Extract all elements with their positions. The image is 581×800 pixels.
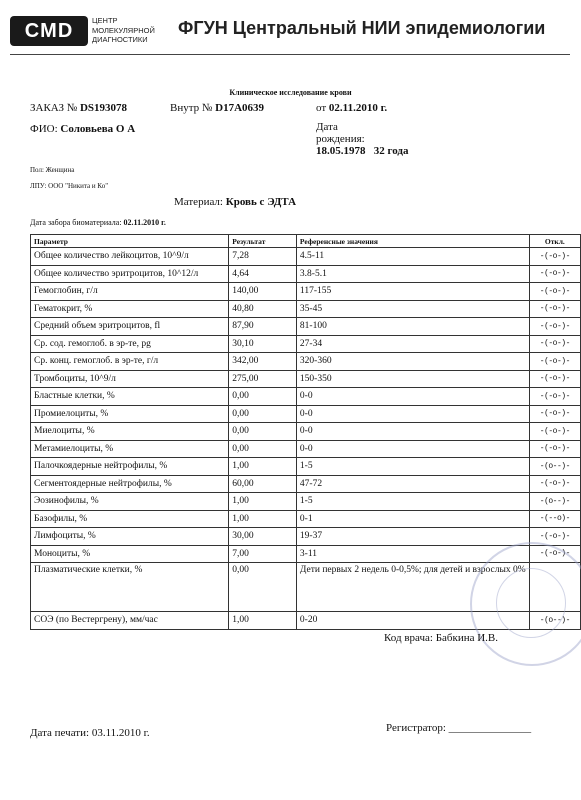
- deviation-cell: -(-o-)-: [529, 475, 580, 493]
- sample-date-block: [30, 218, 166, 227]
- param-cell: Бластные клетки, %: [31, 388, 229, 406]
- print-date-label: Дата печати:: [30, 727, 90, 739]
- result-cell: 30,10: [229, 335, 297, 353]
- result-cell: 0,00: [229, 440, 297, 458]
- table-row: [31, 283, 581, 301]
- table-row: [31, 405, 581, 423]
- reference-cell: 3.8-5.1: [296, 265, 529, 283]
- reference-cell: 35-45: [296, 300, 529, 318]
- reference-cell: 0-0: [296, 405, 529, 423]
- deviation-cell: -(-o-)-: [529, 423, 580, 441]
- deviation-cell: -(-o-)-: [529, 440, 580, 458]
- lpu-name: ЛПУ: ООО "Никита и Ко": [30, 182, 109, 190]
- order-label: ЗАКАЗ №: [30, 102, 78, 114]
- param-cell: Средний объем эритроцитов, fl: [31, 318, 229, 336]
- org-name: ФГУН Центральный НИИ эпидемиологии: [178, 18, 546, 38]
- table-row: [31, 353, 581, 371]
- header-divider: [10, 54, 570, 55]
- deviation-cell: -(-o-)-: [529, 300, 580, 318]
- deviation-cell: -(-o-)-: [529, 248, 580, 266]
- birth-date-block: [316, 121, 408, 157]
- result-cell: 0,00: [229, 388, 297, 406]
- param-cell: Общее количество эритроцитов, 10^12/л: [31, 265, 229, 283]
- table-row: [31, 300, 581, 318]
- result-cell: 40,80: [229, 300, 297, 318]
- table-row: [31, 493, 581, 511]
- order-number: DS193078: [79, 102, 128, 114]
- sample-date-label: Дата забора биоматериала:: [30, 218, 122, 227]
- header-reference: Референсные значения: [296, 235, 529, 248]
- registrar-label: Регистратор:: [386, 722, 446, 734]
- order-number-block: [30, 102, 127, 114]
- param-cell: Метамиелоциты, %: [31, 440, 229, 458]
- registrar-block: [386, 722, 531, 734]
- logo-text: ЦЕНТР МОЛЕКУЛЯРНОЙ ДИАГНОСТИКИ: [92, 16, 155, 44]
- param-cell: Ср. сод. гемоглоб. в эр-те, pg: [31, 335, 229, 353]
- deviation-cell: -(-o-)-: [529, 388, 580, 406]
- doctor-block: [384, 632, 498, 644]
- result-cell: 60,00: [229, 475, 297, 493]
- result-cell: 1,00: [229, 510, 297, 528]
- print-date: 03.11.2010 г.: [91, 727, 150, 739]
- param-cell: Миелоциты, %: [31, 423, 229, 441]
- result-cell: 275,00: [229, 370, 297, 388]
- table-row: [31, 388, 581, 406]
- stamp: [470, 542, 581, 666]
- result-cell: 0,00: [229, 423, 297, 441]
- material-label: Материал:: [174, 196, 223, 208]
- cmd-logo: [10, 12, 160, 50]
- reference-cell: 0-0: [296, 440, 529, 458]
- reference-cell: Дети первых 2 недель 0-0,5%; для детей и взрослых 0%: [296, 563, 529, 612]
- table-row: [31, 248, 581, 266]
- table-row: [31, 458, 581, 476]
- internal-label: Внутр №: [170, 102, 213, 114]
- table-row: [31, 318, 581, 336]
- dob-label-2: рождения:: [316, 133, 365, 145]
- deviation-cell: -(--o)-: [529, 510, 580, 528]
- deviation-cell: -(-o-)-: [529, 318, 580, 336]
- doctor-name: Бабкина И.В.: [435, 632, 499, 644]
- header-result: Результат: [229, 235, 297, 248]
- sample-date: 02.11.2010 г.: [123, 218, 166, 227]
- table-row: [31, 335, 581, 353]
- reference-cell: 0-0: [296, 423, 529, 441]
- reference-cell: 27-34: [296, 335, 529, 353]
- patient-sex: Пол: Женщина: [30, 166, 75, 174]
- param-cell: Моноциты, %: [31, 545, 229, 563]
- internal-number-block: [170, 102, 264, 114]
- reference-cell: 0-20: [296, 612, 529, 630]
- param-cell: Ср. конц. гемоглоб. в эр-те, г/л: [31, 353, 229, 371]
- registrar-signature-line: _______________: [448, 722, 532, 734]
- param-cell: Плазматические клетки, %: [31, 563, 229, 612]
- result-cell: 0,00: [229, 563, 297, 612]
- param-cell: Тромбоциты, 10^9/л: [31, 370, 229, 388]
- table-row: [31, 265, 581, 283]
- header-deviation: Откл.: [529, 235, 580, 248]
- table-row: [31, 370, 581, 388]
- material-block: [174, 196, 296, 208]
- deviation-cell: -(o--)-: [529, 612, 580, 630]
- param-cell: Базофилы, %: [31, 510, 229, 528]
- result-cell: 140,00: [229, 283, 297, 301]
- reference-cell: 150-350: [296, 370, 529, 388]
- reference-cell: 0-1: [296, 510, 529, 528]
- deviation-cell: -(-o-)-: [529, 335, 580, 353]
- param-cell: СОЭ (по Вестергрену), мм/час: [31, 612, 229, 630]
- param-cell: Сегментоядерные нейтрофилы, %: [31, 475, 229, 493]
- param-cell: Гемоглобин, г/л: [31, 283, 229, 301]
- table-row: [31, 423, 581, 441]
- deviation-cell: -(-o-)-: [529, 353, 580, 371]
- reference-cell: 19-37: [296, 528, 529, 546]
- doctor-label: Код врача:: [384, 632, 433, 644]
- result-cell: 7,00: [229, 545, 297, 563]
- result-cell: 87,90: [229, 318, 297, 336]
- birth-date: 18.05.1978: [316, 145, 366, 157]
- patient-name-block: [30, 123, 135, 135]
- reference-cell: 1-5: [296, 493, 529, 511]
- order-date-prefix: от: [316, 102, 327, 114]
- patient-name: Соловьева О А: [60, 123, 136, 135]
- internal-number: D17A0639: [215, 102, 265, 114]
- result-cell: 1,00: [229, 612, 297, 630]
- reference-cell: 4.5-11: [296, 248, 529, 266]
- print-date-block: [30, 727, 150, 739]
- reference-cell: 81-100: [296, 318, 529, 336]
- table-row: [31, 440, 581, 458]
- result-cell: 7,28: [229, 248, 297, 266]
- param-cell: Палочкоядерные нейтрофилы, %: [31, 458, 229, 476]
- result-cell: 342,00: [229, 353, 297, 371]
- reference-cell: 0-0: [296, 388, 529, 406]
- reference-cell: 117-155: [296, 283, 529, 301]
- deviation-cell: -(-o-)-: [529, 283, 580, 301]
- param-cell: Лимфоциты, %: [31, 528, 229, 546]
- reference-cell: 320-360: [296, 353, 529, 371]
- table-header-row: [31, 235, 581, 248]
- deviation-cell: -(o--)-: [529, 458, 580, 476]
- table-row: [31, 510, 581, 528]
- param-cell: Эозинофилы, %: [31, 493, 229, 511]
- param-cell: Промиелоциты, %: [31, 405, 229, 423]
- logo-abbr: CMD: [10, 16, 88, 46]
- patient-age: 32 года: [373, 145, 409, 157]
- result-cell: 4,64: [229, 265, 297, 283]
- order-date: 02.11.2010 г.: [328, 102, 388, 114]
- reference-cell: 3-11: [296, 545, 529, 563]
- table-row: [31, 528, 581, 546]
- deviation-cell: -(-o-)-: [529, 405, 580, 423]
- material-value: Кровь с ЭДТА: [225, 196, 297, 208]
- document-title: Клиническое исследование крови: [229, 88, 352, 97]
- deviation-cell: -(-o-)-: [529, 370, 580, 388]
- header-parameter: Параметр: [31, 235, 229, 248]
- result-cell: 1,00: [229, 458, 297, 476]
- table-row: [31, 475, 581, 493]
- order-date-block: [316, 102, 387, 114]
- result-cell: 30,00: [229, 528, 297, 546]
- deviation-cell: -(-o-)-: [529, 528, 580, 546]
- deviation-cell: -(-o-)-: [529, 545, 580, 563]
- reference-cell: 1-5: [296, 458, 529, 476]
- param-cell: Гематокрит, %: [31, 300, 229, 318]
- reference-cell: 47-72: [296, 475, 529, 493]
- fio-label: ФИО:: [30, 123, 58, 135]
- result-cell: 0,00: [229, 405, 297, 423]
- dob-label-1: Дата: [316, 121, 338, 133]
- param-cell: Общее количество лейкоцитов, 10^9/л: [31, 248, 229, 266]
- deviation-cell: -(-o-)-: [529, 265, 580, 283]
- result-cell: 1,00: [229, 493, 297, 511]
- deviation-cell: -(o--)-: [529, 493, 580, 511]
